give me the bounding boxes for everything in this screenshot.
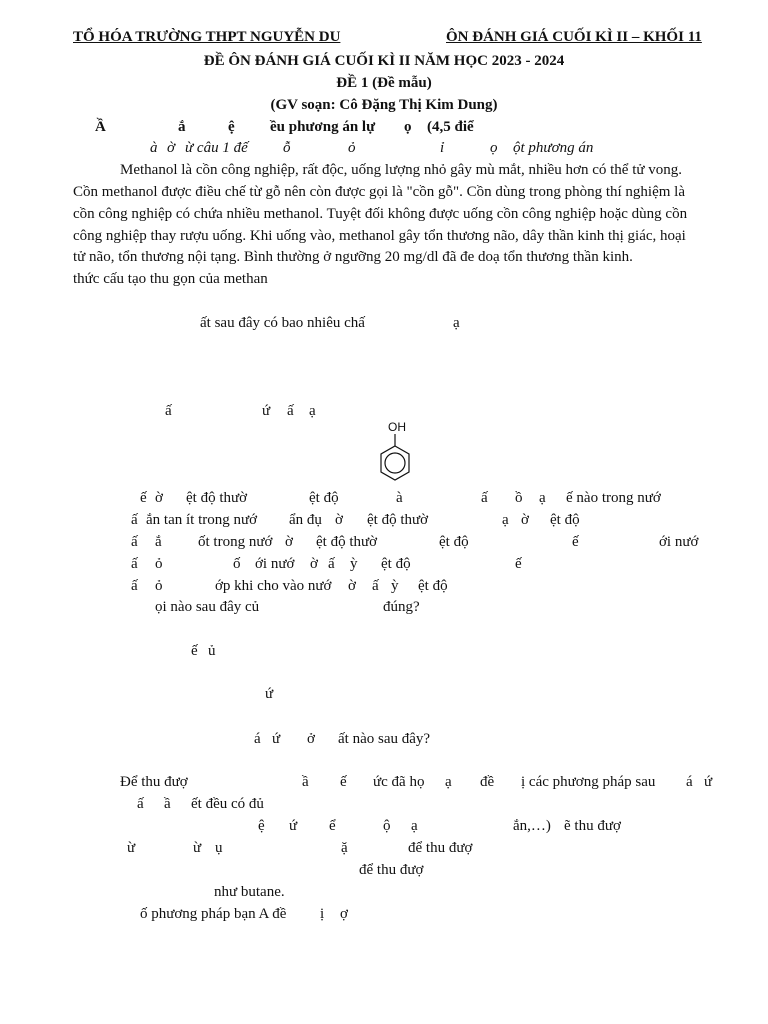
benzene-ring-icon <box>370 432 420 494</box>
q7-frag: á <box>686 774 693 790</box>
q7-frag: ố phương pháp bạn A đề <box>140 906 287 922</box>
q7-frag: ầ <box>302 774 309 790</box>
q5-opt-frag: ủ <box>208 643 216 659</box>
q3-frag: ạ <box>309 403 316 419</box>
q4-frag: ới nướ <box>659 534 699 550</box>
q7-frag: ừ <box>127 840 136 856</box>
q6-frag: ứ <box>272 731 281 747</box>
q4-frag: ốt trong nướ <box>198 534 273 550</box>
q4-frag: ờ <box>348 578 356 594</box>
q4-frag: ấ <box>481 490 488 506</box>
q7-frag: ừ <box>193 840 202 856</box>
q7-frag: ẽ thu đượ <box>564 818 621 834</box>
q4-frag: ỏ <box>155 578 163 594</box>
q3-frag: ấ <box>287 403 294 419</box>
q7-frag: để thu đượ <box>359 862 424 878</box>
doc-author: (GV soạn: Cô Đặng Thị Kim Dung) <box>270 97 498 113</box>
q5-option-2: ứ <box>265 686 274 702</box>
q7-frag: Để thu đượ <box>120 774 188 790</box>
q6-frag: ở <box>307 731 315 747</box>
instruction-frag: ờ <box>167 140 176 156</box>
passage-line: cồn công nghiệp có chứa nhiều methanol. Tuyệt đối không được uống cồn công nghiệp hoặc dùng cồn <box>73 206 688 222</box>
heading-frag: ều phương án lự <box>270 119 376 135</box>
instruction-frag: ỉ <box>440 140 445 156</box>
passage-line: tử não, tổn thương nội tạng. Bình thường ở ngưỡng 20 mg/dl đã đe doạ tổn thương thần kinh. <box>73 249 633 265</box>
q4-frag: ỳ <box>391 578 399 594</box>
q7-frag: ức đã họ <box>373 774 425 790</box>
q2-frag: ạ <box>453 315 460 331</box>
q4-frag: ấ <box>131 512 138 528</box>
q4-frag: ệt độ <box>418 578 448 594</box>
q7-frag: ế <box>340 774 347 790</box>
q3-frag: ứ <box>262 403 271 419</box>
q4-frag: ệt độ <box>550 512 580 528</box>
q7-frag: ợ <box>340 906 348 922</box>
heading-frag: ắ <box>178 119 186 135</box>
q4-frag: ồ <box>515 490 523 506</box>
heading-frag: ệ <box>228 119 235 135</box>
q4-frag: ế <box>572 534 579 550</box>
q4-frag: ờ <box>335 512 343 528</box>
passage-line: Cồn methanol được điều chế từ gỗ nên còn được gọi là "cồn gỗ". Cồn dùng trong phòng thí nghiệm là <box>73 184 685 200</box>
q5-frag: ọi nào sau đây củ <box>155 599 260 615</box>
q7-frag: ứ <box>289 818 298 834</box>
q7-frag: ầ <box>164 796 171 812</box>
instruction-frag: ừ câu 1 đế <box>185 140 248 156</box>
instruction-frag: ỗ <box>283 140 291 156</box>
q4-frag: ờ <box>155 490 163 506</box>
header-right: ÔN ĐÁNH GIÁ CUỐI KÌ II – KHỐI 11 <box>446 29 702 45</box>
instruction-frag: à <box>150 140 158 156</box>
q4-frag: ệt độ <box>439 534 469 550</box>
q4-frag: ấ <box>131 556 138 572</box>
q2-frag: ất sau đây có bao nhiêu chấ <box>200 315 365 331</box>
passage-line: Methanol là cồn công nghiệp, rất độc, uống lượng nhỏ gây mù mắt, nhiều hơn có thể tử vong. <box>120 162 683 178</box>
q4-frag: ệt độ thườ <box>186 490 248 506</box>
q7-frag: ị các phương pháp sau <box>521 774 656 790</box>
q7-frag: để thu đượ <box>408 840 473 856</box>
q4-frag: ắ <box>155 534 162 550</box>
q4-frag: ờ <box>310 556 318 572</box>
doc-subtitle: ĐỀ 1 (Đề mẫu) <box>336 75 432 91</box>
q7-frag: ết đều có đủ <box>191 796 264 812</box>
heading-frag: ọ <box>404 119 412 135</box>
header-left: TỔ HÓA TRƯỜNG THPT NGUYỄN DU <box>73 29 341 45</box>
q4-frag: ắn tan ít trong nướ <box>146 512 258 528</box>
q7-frag: ấ <box>137 796 144 812</box>
q4-frag: ờ <box>521 512 529 528</box>
q4-frag: ấ <box>372 578 379 594</box>
q4-frag: ế <box>515 556 522 572</box>
q4-frag: ệt độ thườ <box>367 512 429 528</box>
q7-frag: đề <box>480 774 495 790</box>
q7-frag: ặ <box>341 840 348 856</box>
q4-frag: ạ <box>539 490 546 506</box>
heading-frag: (4,5 điể <box>427 119 474 135</box>
passage-line: công nghiệp thay rượu uống. Khi uống vào, methanol gây tổn thương não, dây thần kinh thị giác, hoại <box>73 228 686 244</box>
q4-frag: ấ <box>131 534 138 550</box>
q7-frag: ạ <box>411 818 418 834</box>
instruction-frag: ọ <box>490 140 498 156</box>
q3-frag: ấ <box>165 403 172 419</box>
q4-frag: ỏ <box>155 556 163 572</box>
q7-frag: ắn,…) <box>513 818 551 834</box>
q6-frag: á <box>254 731 261 747</box>
q4-frag: ạ <box>502 512 509 528</box>
q4-frag: ệt độ <box>381 556 411 572</box>
q7-frag: ệ <box>258 818 265 834</box>
instruction-frag: ột phương án <box>513 140 594 156</box>
q4-frag: à <box>396 490 403 506</box>
q4-frag: ỳ <box>350 556 358 572</box>
q4-frag: ới nướ <box>255 556 295 572</box>
q7-frag: ạ <box>445 774 452 790</box>
q6-frag: ất nào sau đây? <box>338 731 431 747</box>
q4-frag: ấ <box>328 556 335 572</box>
q4-frag: ẩn đụ <box>289 512 322 528</box>
q4-frag: ế nào trong nướ <box>566 490 661 506</box>
instruction-frag: ỏ <box>348 140 356 156</box>
q4-frag: ế <box>140 490 147 506</box>
heading-frag: Ầ <box>95 119 106 135</box>
q7-frag: ộ <box>383 818 391 834</box>
q7-frag: ứ <box>704 774 713 790</box>
q5-frag: đúng? <box>383 599 420 615</box>
q4-frag: ệt độ <box>309 490 339 506</box>
q4-frag: ệt độ thườ <box>316 534 378 550</box>
oh-label: OH <box>388 420 406 434</box>
question-1: thức cấu tạo thu gọn của methan <box>73 271 268 287</box>
q7-frag: ị <box>320 906 325 922</box>
q4-frag: ấ <box>131 578 138 594</box>
q7-frag: như butane. <box>214 884 285 900</box>
q4-frag: ờ <box>285 534 293 550</box>
q7-frag: ể <box>329 818 336 834</box>
doc-title: ĐỀ ÔN ĐÁNH GIÁ CUỐI KÌ II NĂM HỌC 2023 - 2024 <box>203 53 565 69</box>
q5-opt-frag: ế <box>191 643 198 659</box>
q4-frag: ố <box>233 556 241 572</box>
q7-frag: ụ <box>215 840 223 856</box>
q4-frag: ớp khi cho vào nướ <box>215 578 332 594</box>
